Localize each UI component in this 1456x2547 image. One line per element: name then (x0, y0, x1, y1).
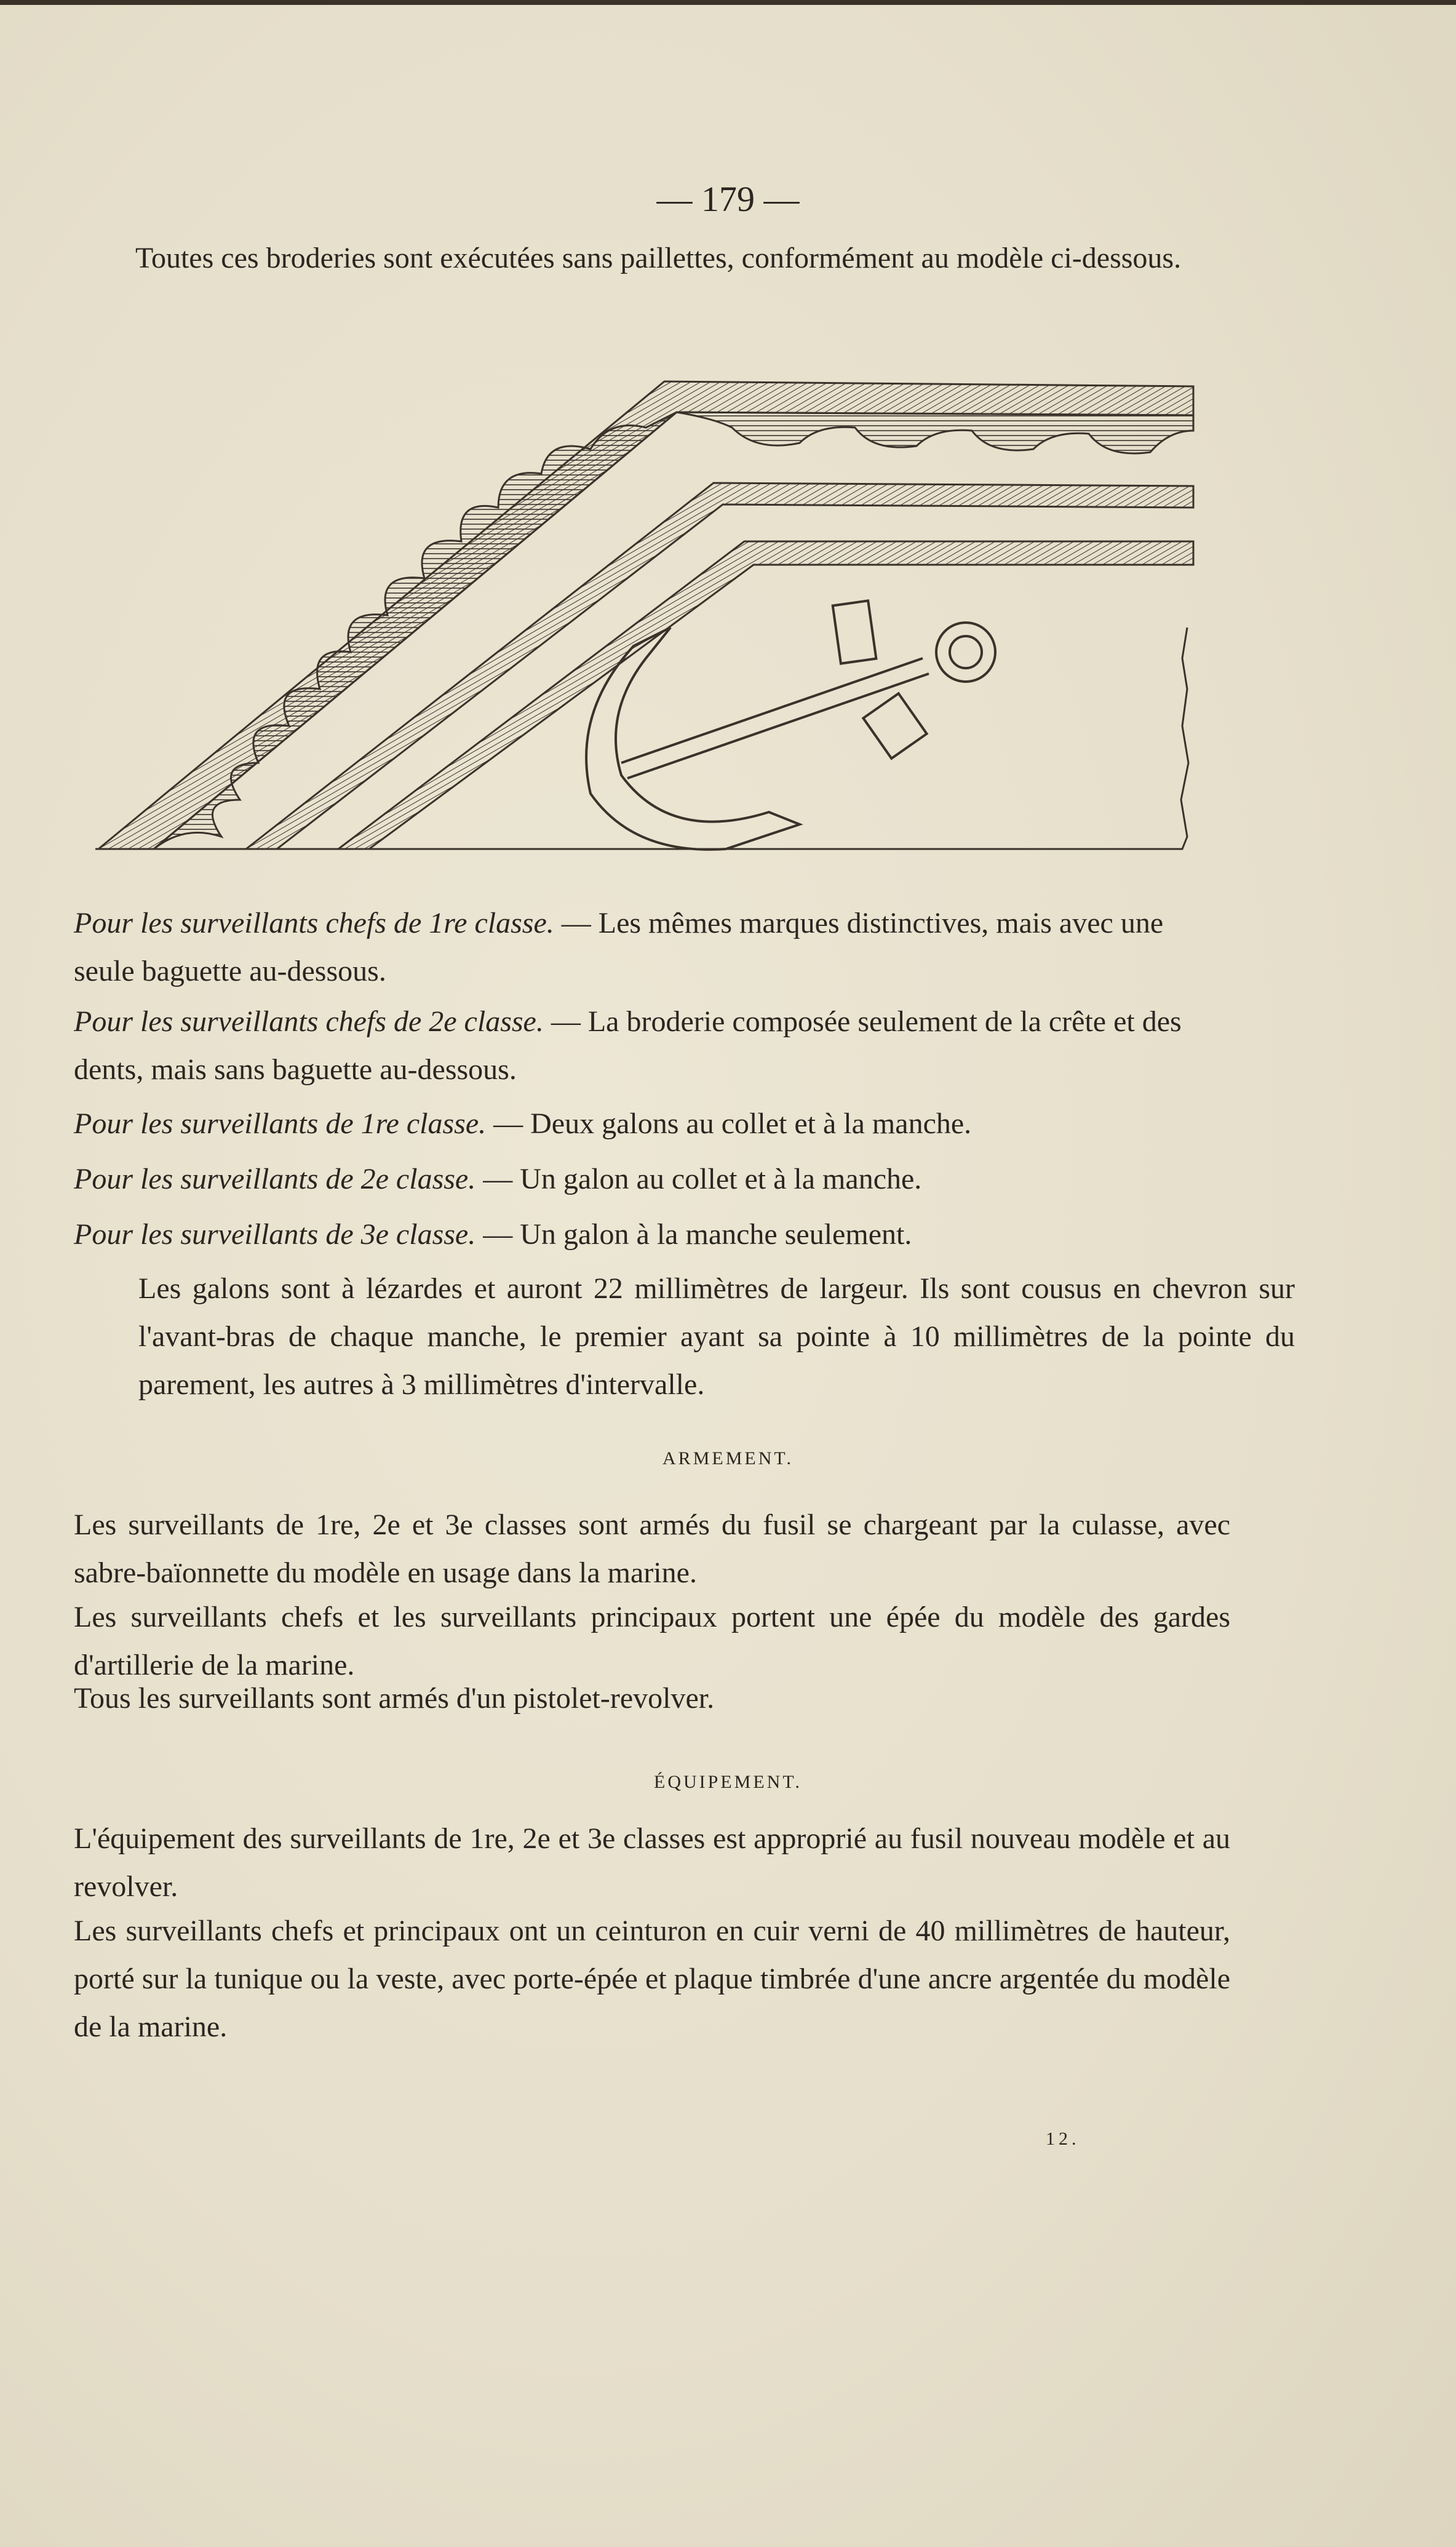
class-lead: Pour les surveillants chefs de 1re classe. (74, 907, 554, 939)
armement-heading: ARMEMENT. (662, 1448, 794, 1469)
signature-mark: 12. (1046, 2129, 1080, 2149)
class-paragraph-1 (74, 899, 1230, 995)
galons-paragraph: Les galons sont à lézardes et auront 22 millimètres de largeur. Ils sont cousus en chevron sur l'avant-bras de chaque manche, le premier ayant sa pointe à 10 millimètres de la pointe du parement, les autres à 3 millimètres d'intervalle. (138, 1272, 1295, 1401)
class-paragraph-2 (74, 998, 1230, 1094)
embroidery-figure (92, 369, 1199, 861)
equipement-heading: ÉQUIPEMENT. (654, 1772, 802, 1792)
class-paragraph-5 (74, 1211, 1230, 1259)
class-lead: Pour les surveillants de 2e classe. (74, 1163, 476, 1195)
armement-paragraph-3: Tous les surveillants sont armés d'un pistolet-revolver. (74, 1682, 715, 1715)
equipement-paragraph-1: L'équipement des surveillants de 1re, 2e et 3e classes est approprié au fusil nouveau modèle et au revolver. (74, 1822, 1230, 1903)
armement-paragraph-2: Les surveillants chefs et les surveillants principaux portent une épée du modèle des gardes d'artillerie de la marine. (74, 1601, 1230, 1681)
class-lead: Pour les surveillants de 1re classe. (74, 1107, 487, 1140)
intro-paragraph: Toutes ces broderies sont exécutées sans paillettes, conformément au modèle ci-dessous. (135, 242, 1182, 274)
class-lead: Pour les surveillants chefs de 2e classe. (74, 1005, 544, 1038)
embroidery-illustration (92, 369, 1199, 861)
top-border (0, 0, 1456, 5)
class-paragraph-3 (74, 1100, 1230, 1148)
class-text: — Les mêmes marques distinctives, mais avec une seule baguette au-dessous. (74, 907, 1164, 987)
armement-paragraph-1: Les surveillants de 1re, 2e et 3e classes sont armés du fusil se chargeant par la culasse, avec sabre-baïonnette du modèle en usage dans la marine. (74, 1509, 1230, 1589)
class-lead: Pour les surveillants de 3e classe. (74, 1218, 476, 1251)
class-text: — Deux galons au collet et à la manche. (486, 1107, 972, 1140)
anchor-icon (586, 600, 995, 849)
page-number: — 179 — (656, 179, 800, 219)
class-text: — Un galon à la manche seulement. (475, 1218, 912, 1251)
class-text: — La broderie composée seulement de la crête et des dents, mais sans baguette au-dessous. (74, 1005, 1182, 1086)
equipement-paragraph-2: Les surveillants chefs et principaux ont un ceinturon en cuir verni de 40 millimètres de hauteur, porté sur la tunique ou la veste, avec porte-épée et plaque timbrée d'une ancre argentée du modèle de la marine. (74, 1915, 1230, 2043)
class-text: — Un galon au collet et à la manche. (475, 1163, 922, 1195)
class-paragraph-4 (74, 1155, 1230, 1203)
